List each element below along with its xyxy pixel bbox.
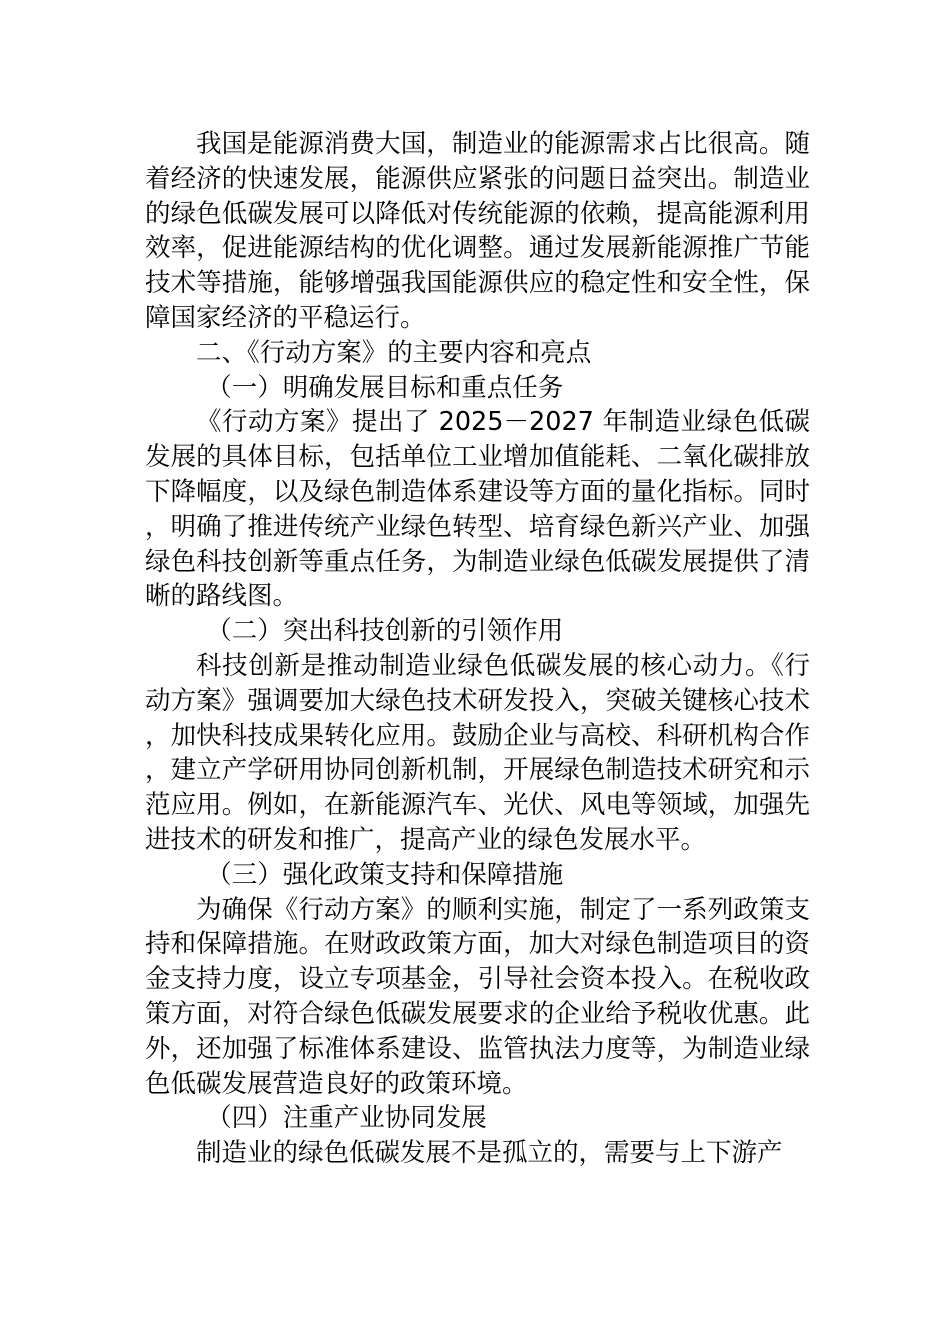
document-page — [145, 127, 810, 1171]
paragraph-energy-security: 我国是能源消费大国，制造业的能源需求占比很高。随着经济的快速发展，能源供应紧张的问题日益突出。制造业的绿色低碳发展可以降低对传统能源的依赖，提高能源利用效率，促进能源结构的优化调整。通过发展新能源推广节能技术等措施，能够增强我国能源供应的稳定性和安全性，保障国家经济的平稳运行。 — [145, 129, 810, 333]
subsection-heading-goals: （一）明确发展目标和重点任务 — [206, 372, 564, 403]
paragraph-goals: 《行动方案》提出了 2025－2027 年制造业绿色低碳发展的具体目标，包括单位工业增加值能耗、二氧化碳排放下降幅度，以及绿色制造体系建设等方面的量化指标。同时，明确了推进传统产业绿色转型、培育绿色新兴产业、加强绿色科技创新等重点任务，为制造业绿色低碳发展提供了清晰的路线图。 — [145, 407, 810, 612]
subsection-heading-policy: （三）强化政策支持和保障措施 — [206, 859, 564, 890]
subsection-heading-innovation: （二）突出科技创新的引领作用 — [206, 616, 564, 647]
subsection-heading-industry-synergy: （四）注重产业协同发展 — [206, 1103, 487, 1134]
paragraph-industry-synergy: 制造业的绿色低碳发展不是孤立的，需要与上下游产 — [196, 1138, 783, 1169]
paragraph-policy: 为确保《行动方案》的顺利实施，制定了一系列政策支持和保障措施。在财政政策方面，加大对绿色制造项目的资金支持力度，设立专项基金，引导社会资本投入。在税收政策方面，对符合绿色低碳发展要求的企业给予税收优惠。此外，还加强了标准体系建设、监管执法力度等，为制造业绿色低碳发展营造良好的政策环境。 — [145, 894, 810, 1099]
section-heading-main-content: 二、《行动方案》的主要内容和亮点 — [196, 337, 592, 368]
paragraph-innovation: 科技创新是推动制造业绿色低碳发展的核心动力。《行动方案》强调要加大绿色技术研发投入，突破关键核心技术，加快科技成果转化应用。鼓励企业与高校、科研机构合作，建立产学研用协同创新机制，开展绿色制造技术研究和示范应用。例如，在新能源汽车、光伏、风电等领域，加强先进技术的研发和推广，提高产业的绿色发展水平。 — [145, 650, 810, 855]
